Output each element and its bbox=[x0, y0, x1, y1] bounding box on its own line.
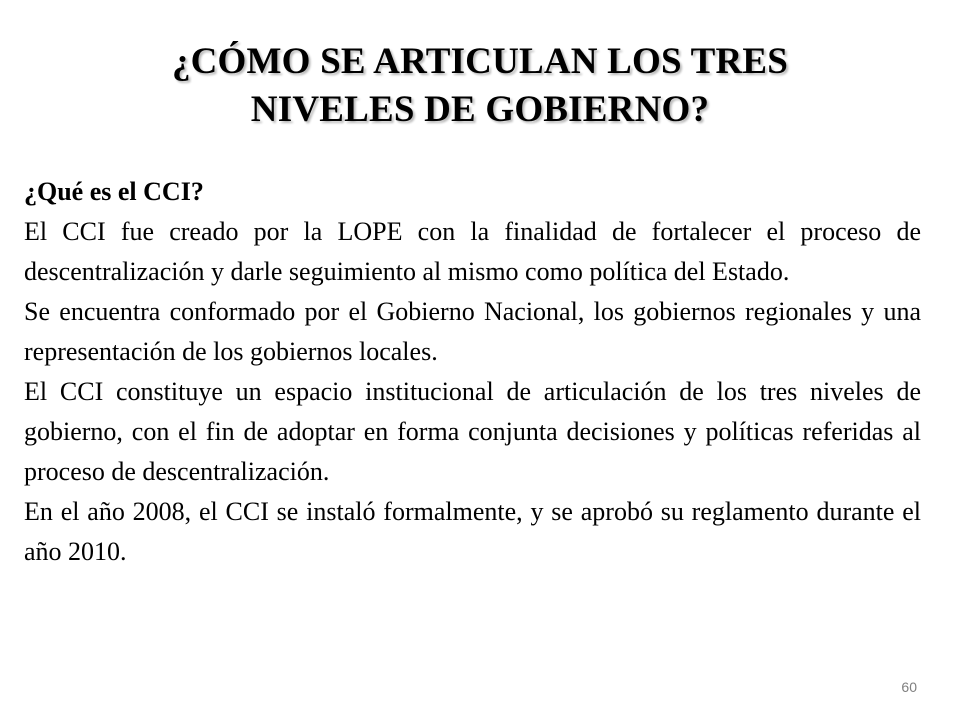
paragraph-cci-purpose: El CCI constituye un espacio institucional de articulación de los tres niveles de gobierno, con el fin de adoptar en forma conjunta decisiones y políticas referidas al proceso de descentralización. bbox=[24, 377, 921, 486]
title-line-1: ¿CÓMO SE ARTICULAN LOS TRES bbox=[171, 41, 789, 82]
slide-title bbox=[90, 38, 870, 134]
slide-body bbox=[24, 172, 921, 572]
paragraph-cci-installation: En el año 2008, el CCI se instaló formalmente, y se aprobó su reglamento durante el año 2010. bbox=[24, 497, 921, 566]
paragraph-cci-creation: El CCI fue creado por la LOPE con la finalidad de fortalecer el proceso de descentralización y darle seguimiento al mismo como política del Estado. bbox=[24, 217, 921, 286]
question-heading: ¿Qué es el CCI? bbox=[24, 177, 204, 206]
title-line-2: NIVELES DE GOBIERNO? bbox=[250, 89, 710, 130]
paragraph-cci-composition: Se encuentra conformado por el Gobierno Nacional, los gobiernos regionales y una representación de los gobiernos locales. bbox=[24, 297, 921, 366]
page-number: 60 bbox=[901, 679, 917, 695]
